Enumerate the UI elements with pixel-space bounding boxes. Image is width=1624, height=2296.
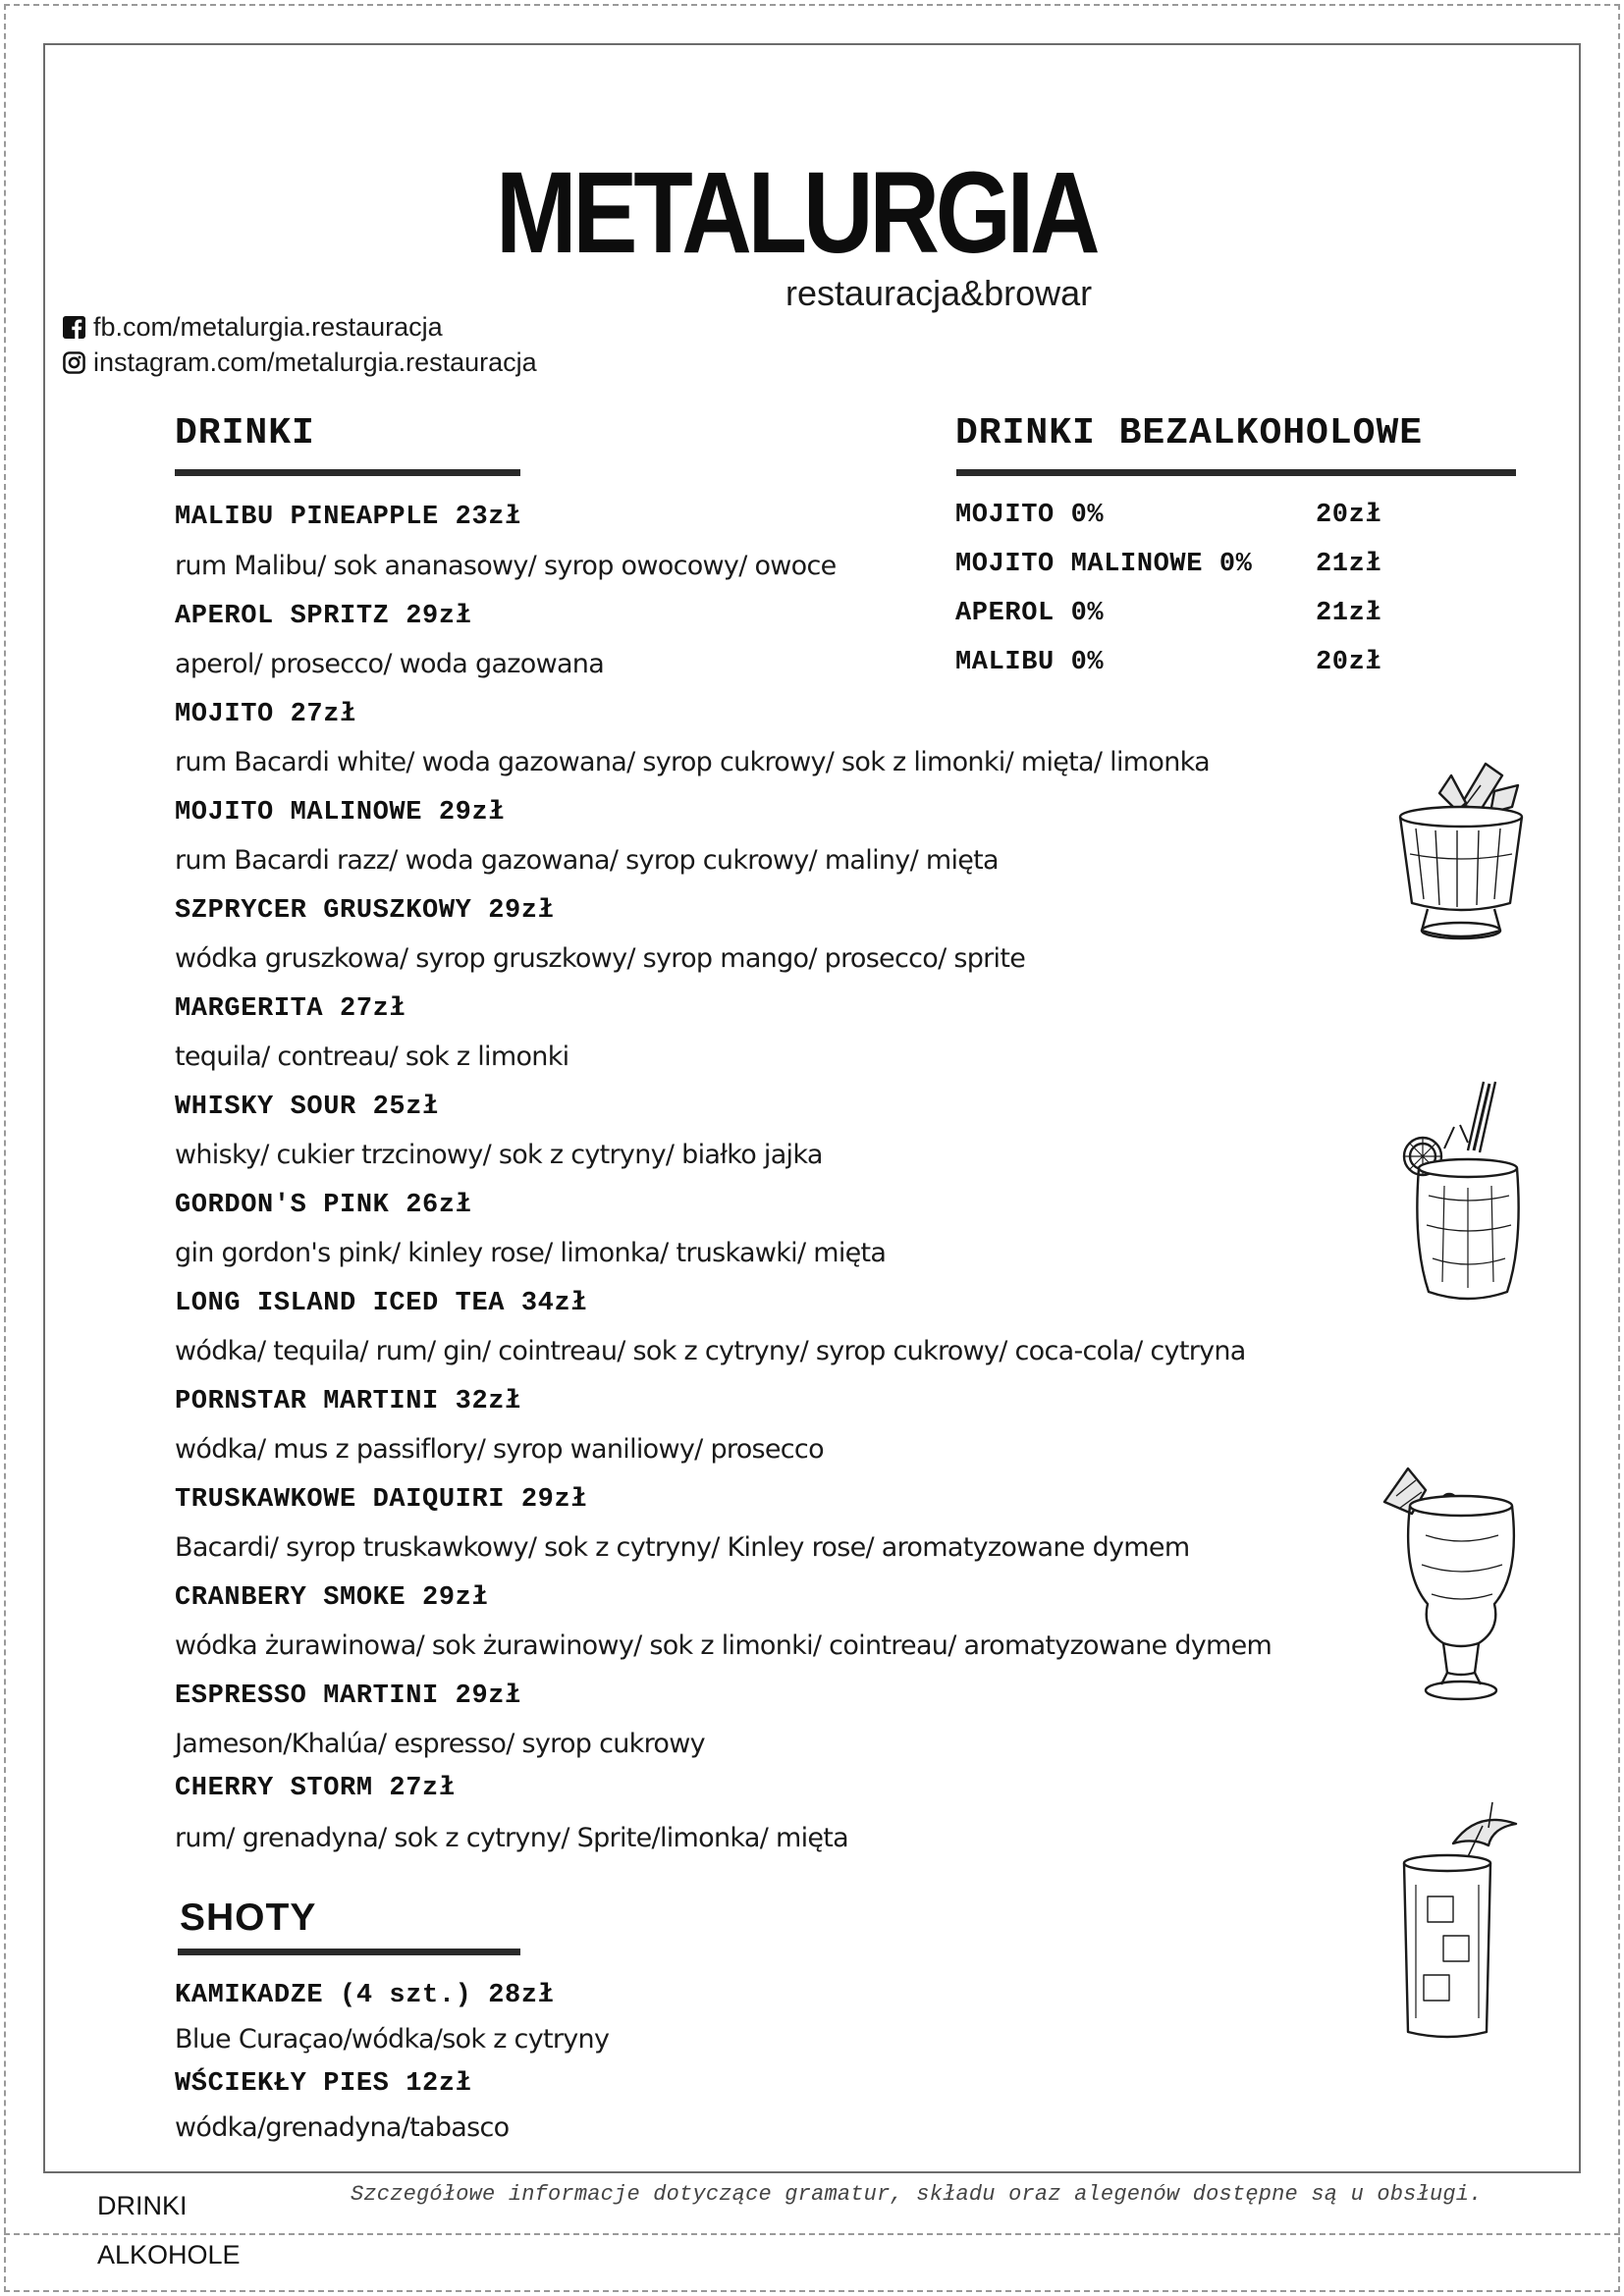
facebook-icon — [63, 316, 85, 339]
drink-name: SZPRYCER GRUSZKOWY 29zł — [175, 896, 555, 926]
drink-name: TRUSKAWKOWE DAIQUIRI 29zł — [175, 1485, 588, 1515]
drink-name: LONG ISLAND ICED TEA 34zł — [175, 1289, 588, 1318]
drink-description: wódka żurawinowa/ sok żurawinowy/ sok z limonki/ cointreau/ aromatyzowane dymem — [175, 1630, 1272, 1661]
facebook-url: fb.com/metalurgia.restauracja — [93, 312, 443, 342]
drink-description: wódka gruszkowa/ syrop gruszkowy/ syrop mango/ prosecco/ sprite — [175, 943, 1026, 974]
drink-description: rum Malibu/ sok ananasowy/ syrop owocowy/ owoce — [175, 551, 837, 581]
instagram-url: instagram.com/metalurgia.restauracja — [93, 347, 537, 377]
facebook-link[interactable] — [63, 312, 443, 343]
brand-name: METALURGIA — [496, 148, 1097, 278]
drink-name: MOJITO MALINOWE 29zł — [175, 798, 506, 828]
drinks-title-underline — [175, 469, 520, 476]
non-alcoholic-drink-price: 20zł — [1316, 648, 1382, 677]
non-alcoholic-drink-name: APEROL 0% — [955, 599, 1105, 628]
tab-alkohole[interactable]: ALKOHOLE — [97, 2240, 241, 2269]
shot-description: wódka/grenadyna/tabasco — [175, 2112, 510, 2143]
allergen-info-note: Szczegółowe informacje dotyczące gramatur, składu oraz alegenów dostępne są u obsługi. — [351, 2182, 1483, 2207]
non-alcoholic-drink-price: 21zł — [1316, 550, 1382, 579]
drink-description: aperol/ prosecco/ woda gazowana — [175, 649, 605, 679]
drink-description: rum Bacardi razz/ woda gazowana/ syrop cukrowy/ maliny/ mięta — [175, 845, 999, 876]
drink-description: whisky/ cukier trzcinowy/ sok z cytryny/ białko jajka — [175, 1140, 823, 1170]
drink-name: MALIBU PINEAPPLE 23zł — [175, 503, 521, 532]
instagram-icon — [63, 351, 85, 374]
non-alcoholic-drink-name: MALIBU 0% — [955, 648, 1105, 677]
drink-description: rum/ grenadyna/ sok z cytryny/ Sprite/limonka/ mięta — [175, 1823, 849, 1853]
drink-name: GORDON'S PINK 26zł — [175, 1191, 472, 1220]
drink-name: WHISKY SOUR 25zł — [175, 1093, 439, 1122]
drink-description: Jameson/Khalúa/ espresso/ syrop cukrowy — [175, 1729, 705, 1759]
drink-name: MOJITO 27zł — [175, 700, 356, 729]
non-alcoholic-drink-price: 20zł — [1316, 501, 1382, 530]
drink-name: ESPRESSO MARTINI 29zł — [175, 1682, 521, 1711]
drink-description: gin gordon's pink/ kinley rose/ limonka/ truskawki/ mięta — [175, 1238, 887, 1268]
non-alcoholic-drink-price: 21zł — [1316, 599, 1382, 628]
non-alcoholic-title-underline — [956, 469, 1516, 476]
drink-name: APEROL SPRITZ 29zł — [175, 602, 472, 631]
drink-description: Bacardi/ syrop truskawkowy/ sok z cytryny/ Kinley rose/ aromatyzowane dymem — [175, 1532, 1190, 1563]
non-alcoholic-section-title: DRINKI BEZALKOHOLOWE — [955, 412, 1424, 454]
tab-divider — [4, 2233, 1620, 2235]
hurricane-cocktail-glass-icon — [1382, 1457, 1525, 1707]
mint-cocktail-glass-icon — [1392, 756, 1530, 952]
shots-section-title: SHOTY — [180, 1896, 317, 1939]
tab-drinki[interactable]: DRINKI — [97, 2191, 188, 2220]
non-alcoholic-drink-name: MOJITO 0% — [955, 501, 1105, 530]
umbrella-highball-glass-icon — [1394, 1798, 1522, 2049]
drink-description: rum Bacardi white/ woda gazowana/ syrop cukrowy/ sok z limonki/ mięta/ limonka — [175, 747, 1210, 777]
instagram-link[interactable] — [63, 347, 537, 378]
shot-name: KAMIKADZE (4 szt.) 28zł — [175, 1981, 555, 2010]
drink-description: wódka/ mus z passiflory/ syrop waniliowy/ prosecco — [175, 1434, 824, 1465]
drink-description: tequila/ contreau/ sok z limonki — [175, 1041, 569, 1072]
shots-title-underline — [178, 1949, 520, 1955]
drink-description: wódka/ tequila/ rum/ gin/ cointreau/ sok z cytryny/ syrop cukrowy/ coca-cola/ cytryna — [175, 1336, 1246, 1366]
drinks-section-title: DRINKI — [175, 412, 315, 454]
non-alcoholic-drink-name: MOJITO MALINOWE 0% — [955, 550, 1253, 579]
shot-name: WŚCIEKŁY PIES 12zł — [175, 2069, 472, 2099]
drink-name: PORNSTAR MARTINI 32zł — [175, 1387, 521, 1416]
drink-name: CRANBERY SMOKE 29zł — [175, 1583, 489, 1613]
citrus-cocktail-glass-icon — [1399, 1078, 1527, 1308]
drink-name: MARGERITA 27zł — [175, 994, 406, 1024]
brand-tagline: restauracja&browar — [785, 273, 1093, 313]
shot-description: Blue Curaçao/wódka/sok z cytryny — [175, 2024, 610, 2055]
drink-name: CHERRY STORM 27zł — [175, 1774, 456, 1803]
